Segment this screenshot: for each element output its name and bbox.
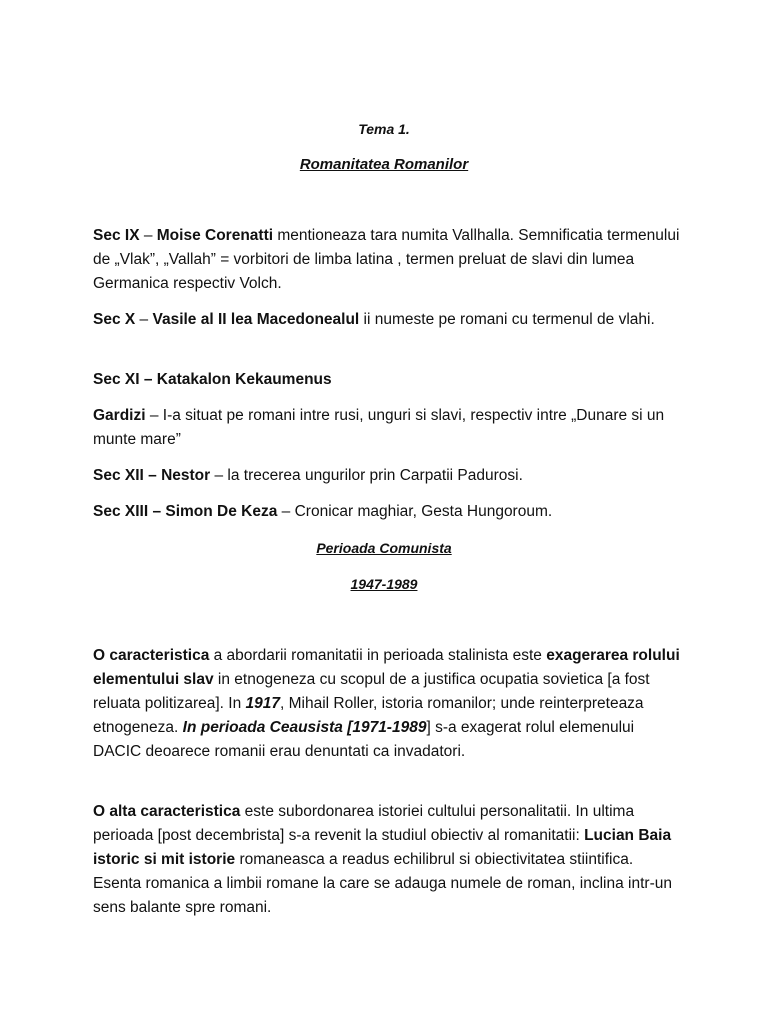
century-label: Sec XI – Katakalon Kekaumenus [93, 371, 332, 388]
paragraph-communist-period: O caracteristica a abordarii romanitatii in perioada stalinista este exagerarea rolului elementului slav in etnogeneza cu scopul de a justifica ocupatia sovietica [a fost reluata politizarea]. In 1917, Mihail Roller, istoria romanilor; unde reinterpreteaza etnogeneza. In perioada Ceausista [1971-1989] s-a exagerat rolul elemenului DACIC deoarece romanii erau denuntati ca invadatori. [93, 647, 680, 760]
paragraph-text: – la trecerea ungurilor prin Carpatii Padurosi. [210, 467, 523, 484]
author-name: Moise Corenatti [156, 227, 274, 244]
emphasis: exagerarea rolului elementului slav [93, 647, 680, 688]
paragraph-sec-xi [93, 368, 683, 392]
century-label: Sec IX [93, 227, 140, 244]
paragraph-text: – I-a situat pe romani intre rusi, unguri si slavi, respectiv intre „Dunare si un munte mare” [93, 407, 665, 448]
author-name: Vasile al II lea Macedonealul [152, 311, 360, 328]
paragraph-sec-ix: Sec IX – Moise Corenatti mentioneaza tara numita Vallhalla. Semnificatia termenului de „Vlak”, „Vallah” = vorbitori de limba latina , termen preluat de slavi din lumea Germanica respectiv Volch. [93, 227, 680, 292]
century-label: Sec XII – Nestor [93, 467, 211, 484]
document-subtitle: Romanitatea Romanilor [299, 156, 469, 173]
emphasis: Lucian Baia istoric si mit istorie [93, 827, 672, 868]
paragraph-gardizi [93, 404, 683, 452]
paragraph-text: – Cronicar maghiar, Gesta Hungoroum. [277, 503, 553, 520]
paragraph-text: mentioneaza tara numita Vallhalla. Semnificatia termenului de „Vlak”, „Vallah” = vorbitori de limba latina , termen preluat de slavi din lumea Germanica respectiv Volch. [93, 227, 680, 292]
paragraph-sec-xiii [93, 500, 683, 524]
section-period: 1947-1989 [350, 576, 418, 592]
author-name: Gardizi [93, 407, 146, 424]
year-emphasis: 1917 [245, 695, 280, 712]
emphasis: O alta caracteristica [93, 803, 241, 820]
paragraph-text: ii numeste pe romani cu termenul de vlahi. [359, 311, 655, 328]
century-label: Sec X [93, 311, 136, 328]
section-heading: Perioada Comunista [316, 540, 452, 556]
paragraph-sec-xii [93, 464, 683, 488]
emphasis: O caracteristica [93, 647, 210, 664]
paragraph-post-december: O alta caracteristica este subordonarea istoriei cultului personalitatii. In ultima perioada [post decembrista] s-a revenit la studiul obiectiv al romanitatii: Lucian Baia istoric si mit istorie romaneasca a readus echilibrul si obiectivitatea stiintifica. Esenta romanica a limbii romane la care se adauga numele de roman, inclina intr-un sens balante spre romani. [93, 803, 672, 916]
century-label: Sec XIII – Simon De Keza [93, 503, 278, 520]
document-title: Tema 1. [358, 121, 410, 137]
period-emphasis: In perioada Ceausista [1971-1989 [182, 719, 427, 736]
paragraph-sec-x: Sec X – Vasile al II lea Macedonealul ii numeste pe romani cu termenul de vlahi. [93, 311, 655, 328]
